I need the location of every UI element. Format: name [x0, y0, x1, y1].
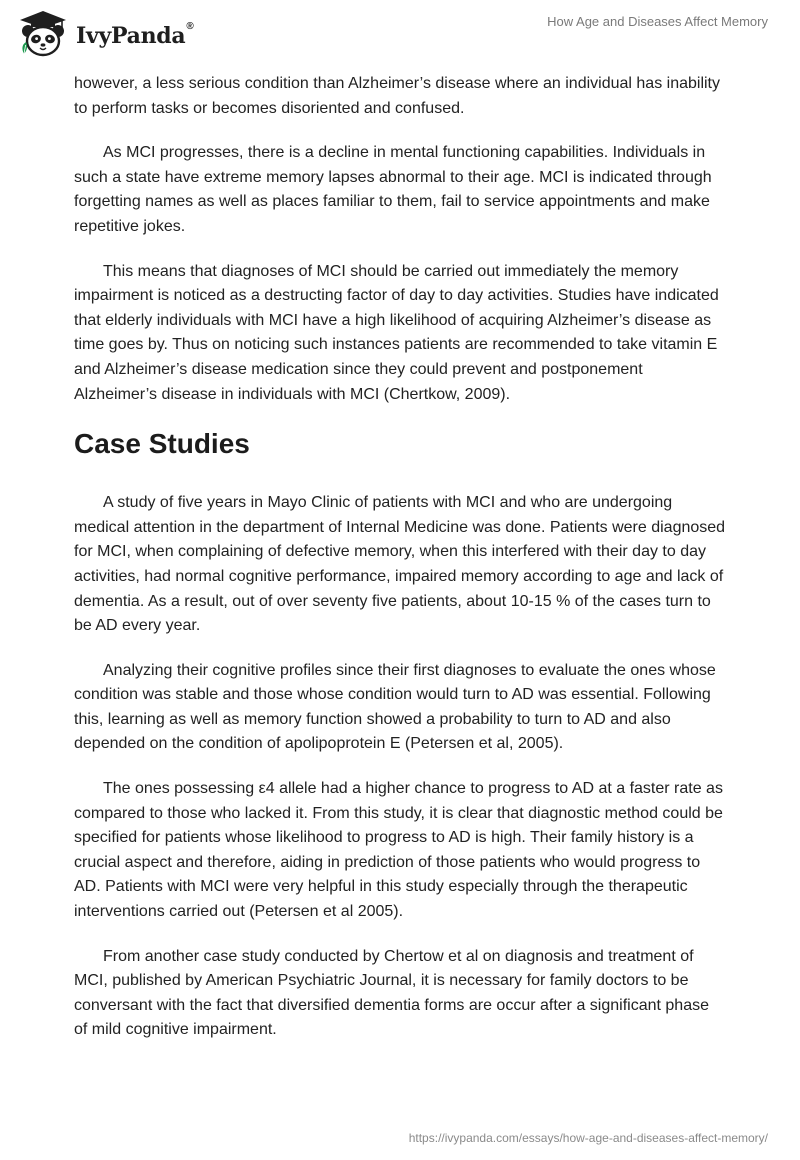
body-paragraph: however, a less serious condition than Alzheimer’s disease where an individual has inability to perform tasks or becomes disoriented and confused.: [74, 75, 720, 117]
essay-body: [74, 72, 726, 1063]
panda-graduate-icon: [14, 8, 72, 62]
document-title: How Age and Diseases Affect Memory: [547, 14, 768, 29]
body-paragraph: A study of five years in Mayo Clinic of patients with MCI and who are undergoing medical attention in the department of Internal Medicine was done. Patients were diagnosed for MCI, when complaining of defective memory, when this interfered with their day to day activities, had normal cognitive performance, impaired memory according to age and lack of dementia. As a result, out of over seventy five patients, about 10-15 % of the cases turn to be AD every year.: [74, 494, 726, 635]
brand-name: IvyPanda®: [76, 21, 194, 49]
body-paragraph: Analyzing their cognitive profiles since their first diagnoses to evaluate the ones whose condition was stable and those whose condition would turn to AD was essential. Following this, learning as well as memory function showed a probability to turn to AD and also depended on the condition of apolipoprotein E (Petersen et al, 2005).: [74, 661, 716, 753]
body-paragraph: As MCI progresses, there is a decline in mental functioning capabilities. Individuals in such a state have extreme memory lapses abnormal to their age. MCI is indicated through forgetting names as well as places familiar to them, fail to service appointments and make repetitive jokes.: [74, 144, 712, 235]
page-header: [0, 0, 800, 72]
body-paragraph: From another case study conducted by Chertow et al on diagnosis and treatment of MCI, published by American Psychiatric Journal, it is necessary for family doctors to be conversant with the fact that diversified dementia forms are occur after a significant phase of mild cognitive impairment.: [74, 947, 709, 1039]
source-url-link[interactable]: https://ivypanda.com/essays/how-age-and-diseases-affect-memory/: [408, 1131, 768, 1145]
registered-mark: ®: [186, 21, 194, 32]
body-paragraph: This means that diagnoses of MCI should be carried out immediately the memory impairment is noticed as a destructing factor of day to day activities. Studies have indicated that elderly individuals with MCI have a high likelihood of acquiring Alzheimer’s disease as time goes by. Thus on noticing such instances patients are recommended to take vitamin E and Alzheimer’s disease medication since they could prevent and postponement Alzheimer’s disease in individuals with MCI (Chertkow, 2009).: [74, 262, 719, 403]
ivypanda-logo[interactable]: [14, 8, 193, 62]
body-paragraph: The ones possessing ε4 allele had a higher chance to progress to AD at a faster rate as compared to those who lacked it. From this study, it is clear that diagnostic method could be specified for patients whose likelihood to progress to AD is high. Their family history is a crucial aspect and therefore, aiding in prediction of those patients who would progress to AD. Patients with MCI were very helpful in this study especially through the therapeutic interventions carried out (Petersen et al 2005).: [74, 780, 723, 921]
section-heading: Case Studies: [74, 428, 250, 460]
